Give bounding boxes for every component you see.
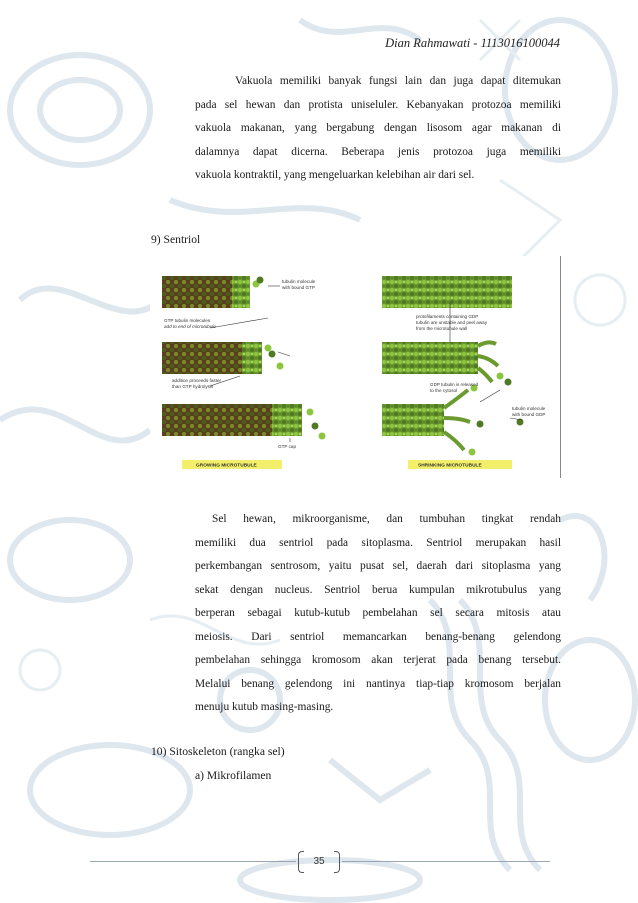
text-line: sekat dengan nucleus. Sentriol berua kumpulan mikrotubulus yang: [195, 583, 561, 596]
shrinking-caption: SHRINKING MICROTUBULE: [418, 463, 482, 469]
figure-label: tubulin are unstable and peel away: [416, 320, 487, 325]
page-number-box: [298, 851, 340, 873]
footer-rule-left: [90, 861, 296, 862]
page-number: 35: [313, 856, 325, 867]
author-header: Dian Rahmawati - 1113016100044: [385, 36, 560, 50]
right-bracket-icon: [334, 851, 340, 873]
text-line: pembelahan sehingga kromosom akan terjerat pada benang tersebut.: [195, 654, 561, 666]
figure-label: addition proceeds faster: [172, 378, 222, 383]
figure-label: from the microtubule wall: [416, 326, 468, 331]
figure-label: to the cytosol: [430, 388, 458, 393]
figure-label: tubulin molecule: [282, 279, 316, 284]
subheading-mikrofilamen: a) Mikrofilamen: [195, 769, 272, 782]
shrinking-microtubule-diagram: [382, 276, 524, 456]
figure-label: GTP tubulin molecules: [164, 318, 211, 323]
figure-label: than GTP hydrolysis: [172, 384, 214, 389]
paragraph-vakuola: [195, 70, 561, 188]
text-line: berperan sebagai kutub-kutub pembelahan sel secara mitosis atau: [195, 607, 561, 619]
footer-rule-right: [342, 861, 550, 862]
text-line: memiliki dua sentriol pada sitoplasma. Sentriol merupakan hasil: [195, 536, 561, 549]
paragraph-sentriol: [195, 508, 561, 720]
section-heading-sitoskeleton: 10) Sitoskeleton (rangka sel): [151, 745, 285, 758]
text-line: vakuola makanan, yang bergabung dengan lisosom agar makanan di: [195, 122, 561, 134]
text-line: vakuola kontraktil, yang mengeluarkan kelebihan air dari sel.: [195, 169, 475, 181]
section-heading-sentriol: 9) Sentriol: [151, 233, 201, 246]
figure-label: GDP tubulin is released: [430, 382, 479, 387]
text-line: Sel hewan, mikroorganisme, dan tumbuhan tingkat rendah: [212, 513, 561, 525]
text-line: meiosis. Dari sentriol memancarkan benang-benang gelendong: [195, 630, 561, 643]
figure-label: tubulin molecule: [512, 406, 546, 411]
left-bracket-icon: [298, 851, 304, 873]
text-line: perkembangan sentrosom, yaitu pusat sel, daerah dari sitoplasma yang: [195, 560, 561, 572]
figure-label: with bound GTP: [282, 285, 315, 290]
text-line: Vakuola memiliki banyak fungsi lain dan juga dapat ditemukan: [235, 75, 561, 87]
figure-label: with bound GDP: [512, 412, 546, 417]
text-line: dalamnya dapat dicerna. Beberapa jenis protozoa juga memiliki: [195, 145, 561, 158]
growing-caption: GROWING MICROTUBULE: [196, 463, 257, 469]
growing-microtubule-diagram: [162, 276, 326, 442]
figure-label: protofilaments containing GDP: [416, 314, 479, 319]
text-line: menuju kutub masing-masing.: [195, 701, 334, 713]
microtubule-figure: [150, 256, 561, 478]
figure-label: add to end of microtubule: [164, 324, 216, 329]
text-line: Melalui benang gelendong ini nantinya tiap-tiap kromosom berjalan: [195, 677, 561, 690]
figure-label: GTP cap: [278, 444, 297, 449]
text-line: pada sel hewan dan protista uniseluler. Kebanyakan protozoa memiliki: [195, 98, 561, 111]
